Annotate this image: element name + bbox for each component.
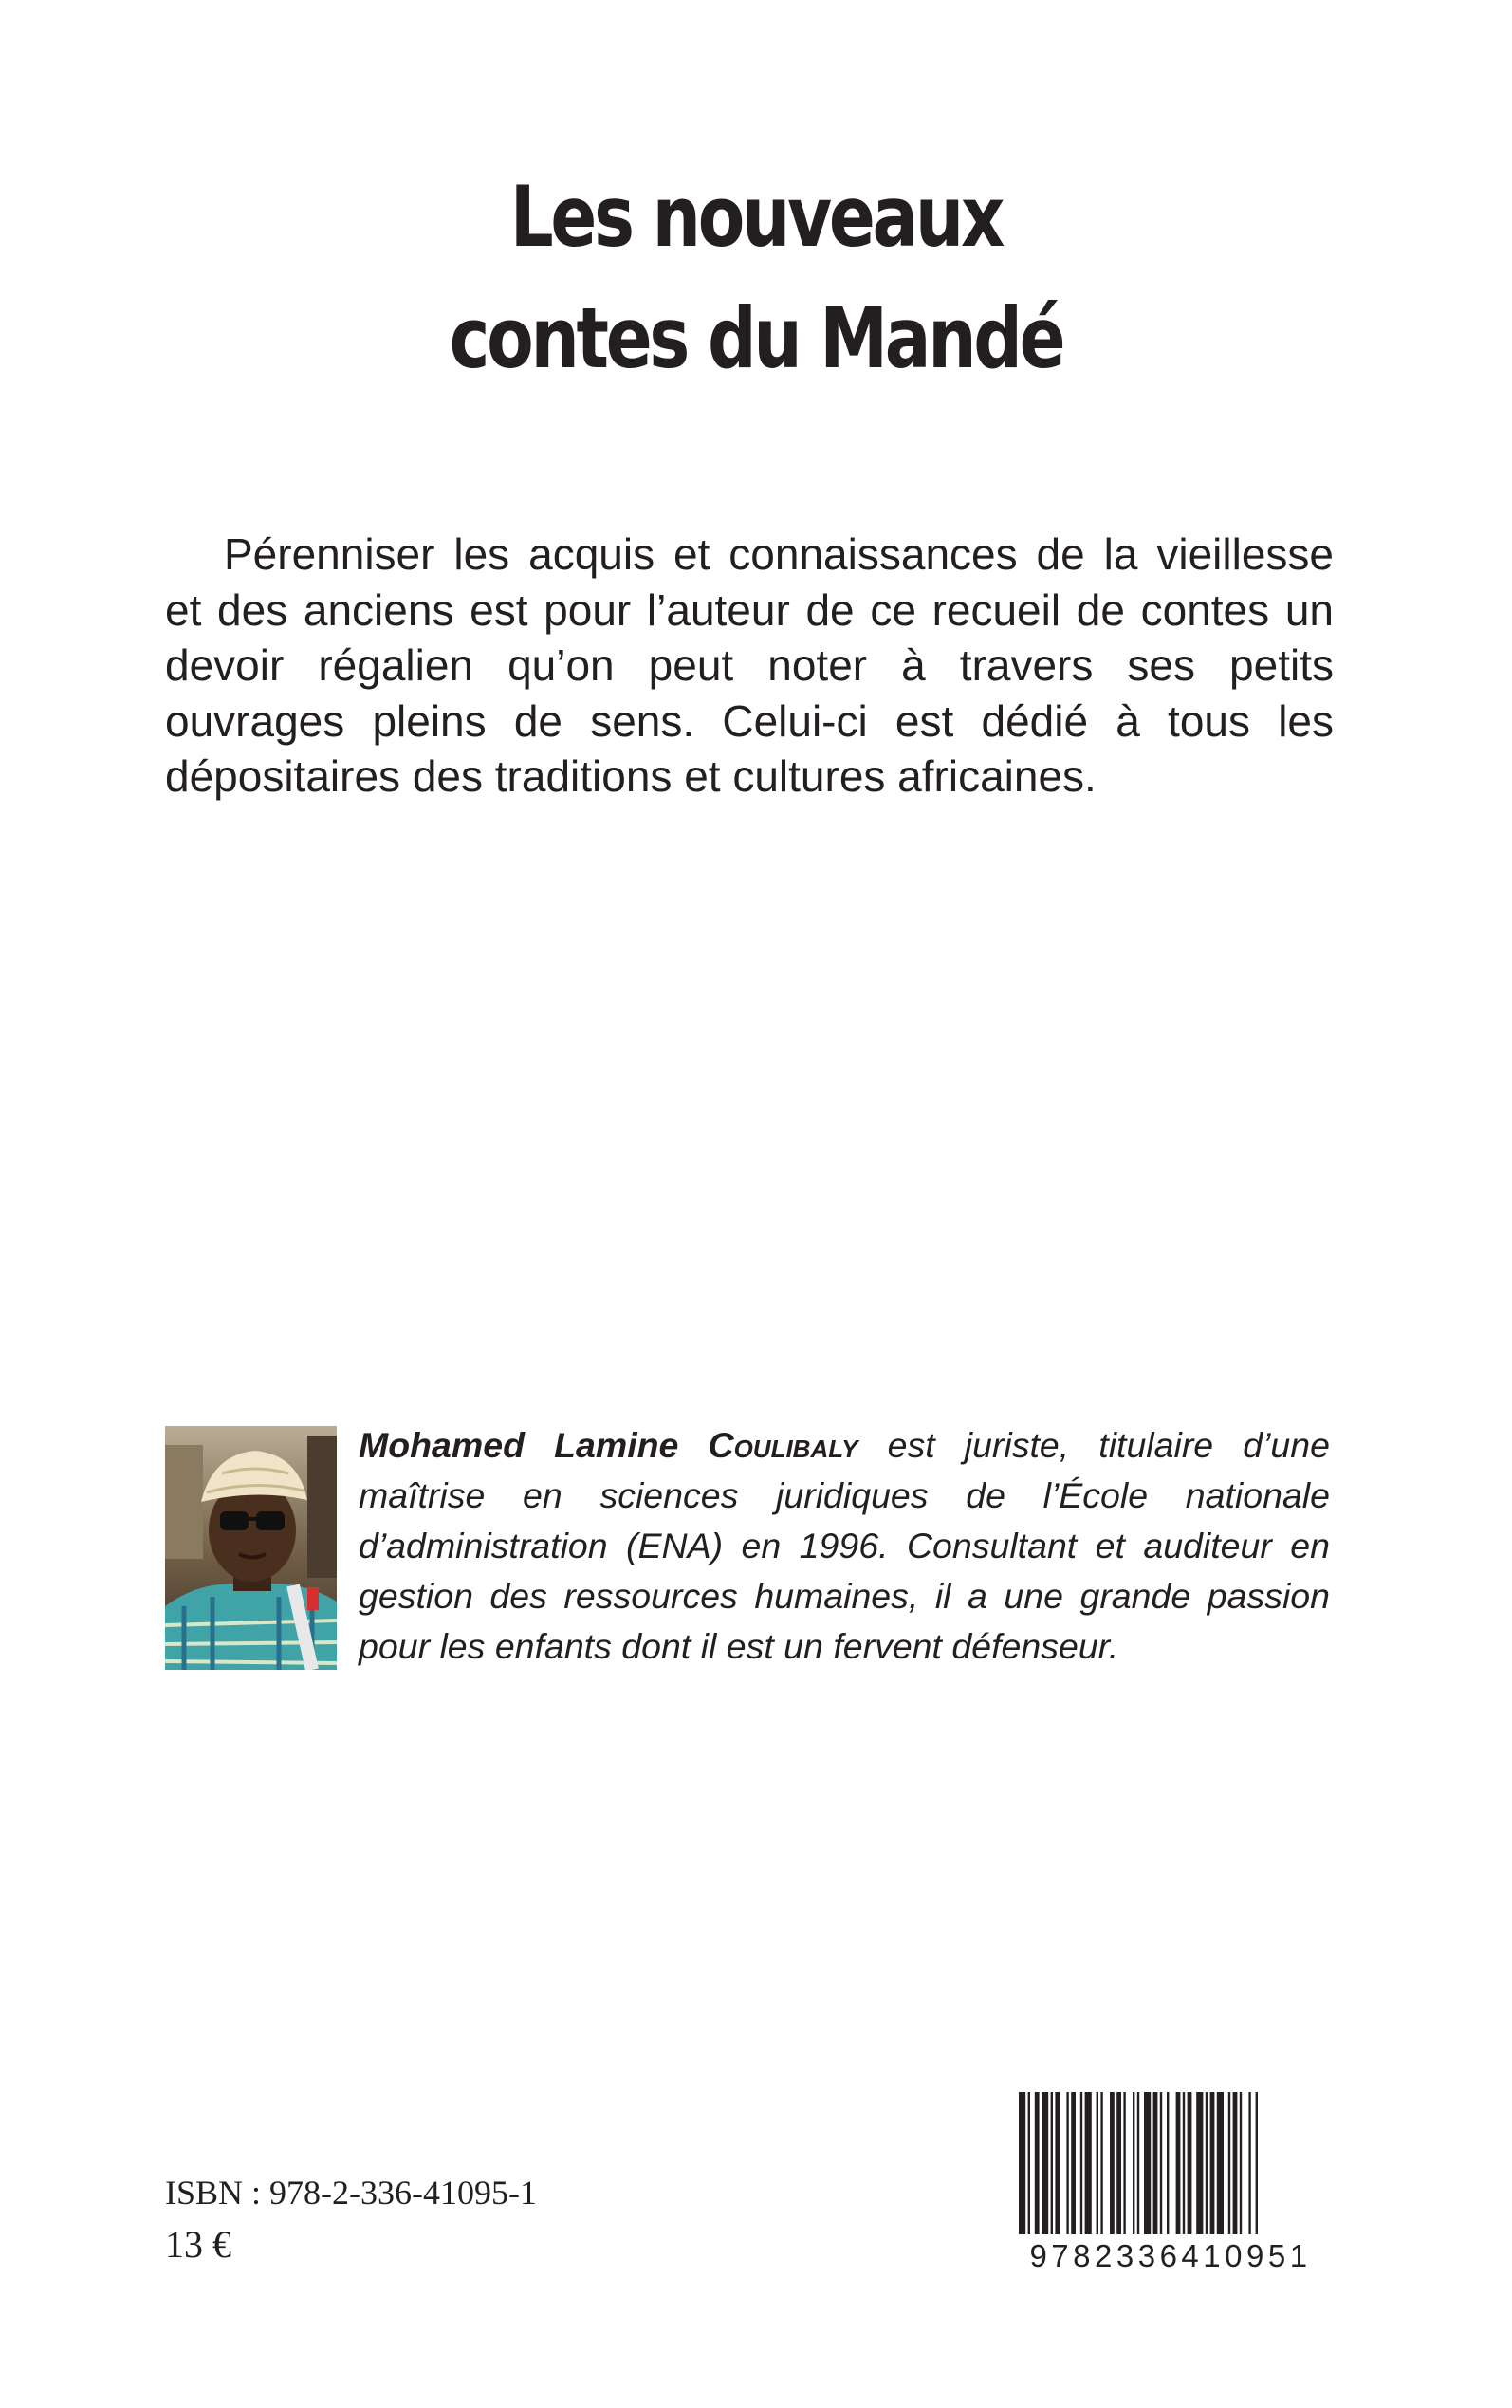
author-portrait-icon [165, 1426, 337, 1670]
barcode-bar [1167, 2092, 1169, 2234]
barcode-bar [1196, 2092, 1203, 2234]
barcode-bar [1183, 2092, 1185, 2234]
author-bio [359, 1420, 1330, 1672]
barcode-bar [1042, 2092, 1048, 2234]
barcode-bar [1217, 2092, 1224, 2234]
back-cover-blurb [165, 527, 1334, 805]
barcode-bar [1055, 2092, 1060, 2234]
barcode-bar [1137, 2092, 1139, 2234]
barcode-bar [1256, 2092, 1258, 2234]
barcode-bar [1066, 2092, 1068, 2234]
barcode-bar [1133, 2092, 1134, 2234]
barcode-bar [1110, 2092, 1115, 2234]
barcode-bar [1097, 2092, 1098, 2234]
barcode-bar [1080, 2092, 1082, 2234]
barcode-bar [1228, 2092, 1230, 2234]
barcode-bar [1153, 2092, 1158, 2234]
barcode-bar [1160, 2092, 1162, 2234]
isbn: ISBN : 978-2-336-41095-1 [165, 2174, 537, 2212]
author-bio-paragraph [359, 1420, 1330, 1672]
barcode-bar [1176, 2092, 1181, 2234]
book-title-line-2: contes du Mandé [449, 289, 1063, 387]
barcode-bar [1210, 2092, 1215, 2234]
barcode-bar [1028, 2092, 1030, 2234]
barcode-bar [1019, 2092, 1025, 2234]
barcode-digits: 9782336410951 [1029, 2238, 1312, 2273]
price: 13 € [165, 2223, 231, 2266]
barcode-icon [1005, 2088, 1336, 2274]
barcode-bar [1144, 2092, 1151, 2234]
author-name [359, 1425, 858, 1465]
barcode-bar [1240, 2092, 1242, 2234]
barcode-bar [1248, 2092, 1250, 2234]
barcode-bar [1206, 2092, 1208, 2234]
author-first-names: Mohamed Lamine [359, 1425, 679, 1465]
author-bio-text: est juriste, titulaire d’une maîtrise en sciences juridiques de l’École nationale d’administration (ENA) en 1996. Consultant et auditeur en gestion des ressources humaines, il a une grande passion pour les enfants dont il est un fervent défenseur. [359, 1425, 1331, 1666]
barcode-bar [1123, 2092, 1125, 2234]
barcode-bar [1188, 2092, 1192, 2234]
barcode-bar [1233, 2092, 1238, 2234]
barcode-bar [1116, 2092, 1121, 2234]
barcode-bar [1100, 2092, 1102, 2234]
barcode-bar [1035, 2092, 1040, 2234]
author-surname: Coulibaly [708, 1425, 858, 1465]
barcode-bar [1085, 2092, 1092, 2234]
book-title [136, 157, 1375, 399]
blurb-paragraph: Pérenniser les acquis et connaissances de la vieillesse et des anciens est pour l’auteur de ce recueil de contes un devoir régalien qu’on peut noter à travers ses petits ouvrages pleins de sens. Celui-ci est dédié à tous les dépositaires des traditions et cultures africaines. [165, 529, 1334, 801]
barcode-bar [1071, 2092, 1076, 2234]
book-title-line-1: Les nouveaux [509, 168, 1003, 266]
barcode-bar [1051, 2092, 1053, 2234]
